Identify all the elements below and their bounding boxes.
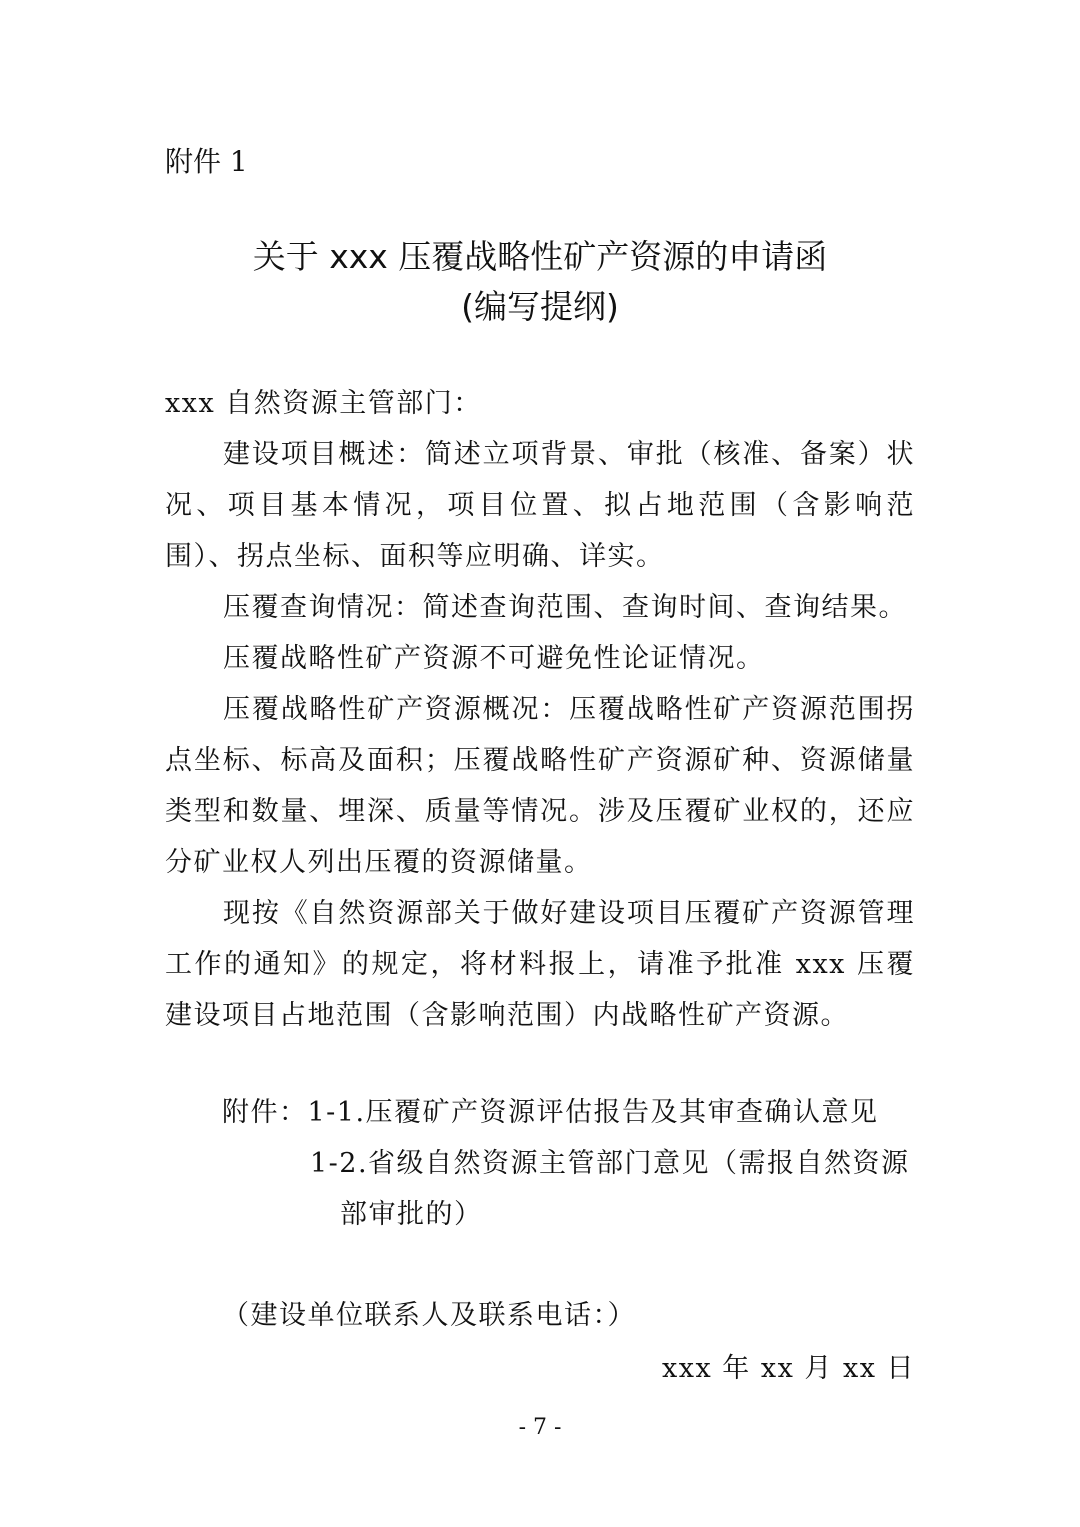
page-number: - 7 - [518, 1415, 562, 1440]
paragraph-unavoidability: 压覆战略性矿产资源不可避免性论证情况。 [223, 643, 765, 674]
attachment-label: 附件 1 [165, 145, 248, 178]
attachment-item-text: 1-1.压覆矿产资源评估报告及其审查确认意见 [307, 1097, 879, 1128]
contact-line: （建设单位联系人及联系电话：） [222, 1300, 636, 1331]
attachments-prefix: 附件： [222, 1097, 308, 1128]
attachments-list [222, 1087, 915, 1240]
attachment-item [222, 1087, 915, 1138]
letter-body [165, 378, 915, 1041]
attachment-item [222, 1138, 915, 1189]
paragraph-request: 现按《自然资源部关于做好建设项目压覆矿产资源管理工作的通知》的规定，将材料报上，请准予批准 xxx 压覆建设项目占地范围（含影响范围）内战略性矿产资源。 [165, 898, 915, 1031]
attachment-item-continuation: 部审批的） [340, 1199, 483, 1230]
paragraph-project-overview: 建设项目概述：简述立项背景、审批（核准、备案）状况、项目基本情况，项目位置、拟占地范围（含影响范围）、拐点坐标、面积等应明确、详实。 [165, 439, 915, 572]
salutation: xxx 自然资源主管部门： [165, 388, 482, 419]
date-line: xxx 年 xx 月 xx 日 [662, 1353, 916, 1384]
paragraph-resource-overview: 压覆战略性矿产资源概况：压覆战略性矿产资源范围拐点坐标、标高及面积；压覆战略性矿产资源矿种、资源储量类型和数量、埋深、质量等情况。涉及压覆矿业权的，还应分矿业权人列出压覆的资源储量。 [165, 694, 915, 878]
document-subtitle: (编写提纲) [461, 287, 619, 326]
paragraph-query-status: 压覆查询情况：简述查询范围、查询时间、查询结果。 [223, 592, 907, 623]
attachment-item-text: 1-2.省级自然资源主管部门意见（需报自然资源 [310, 1148, 910, 1179]
document-title: 关于 xxx 压覆战略性矿产资源的申请函 [252, 237, 828, 276]
